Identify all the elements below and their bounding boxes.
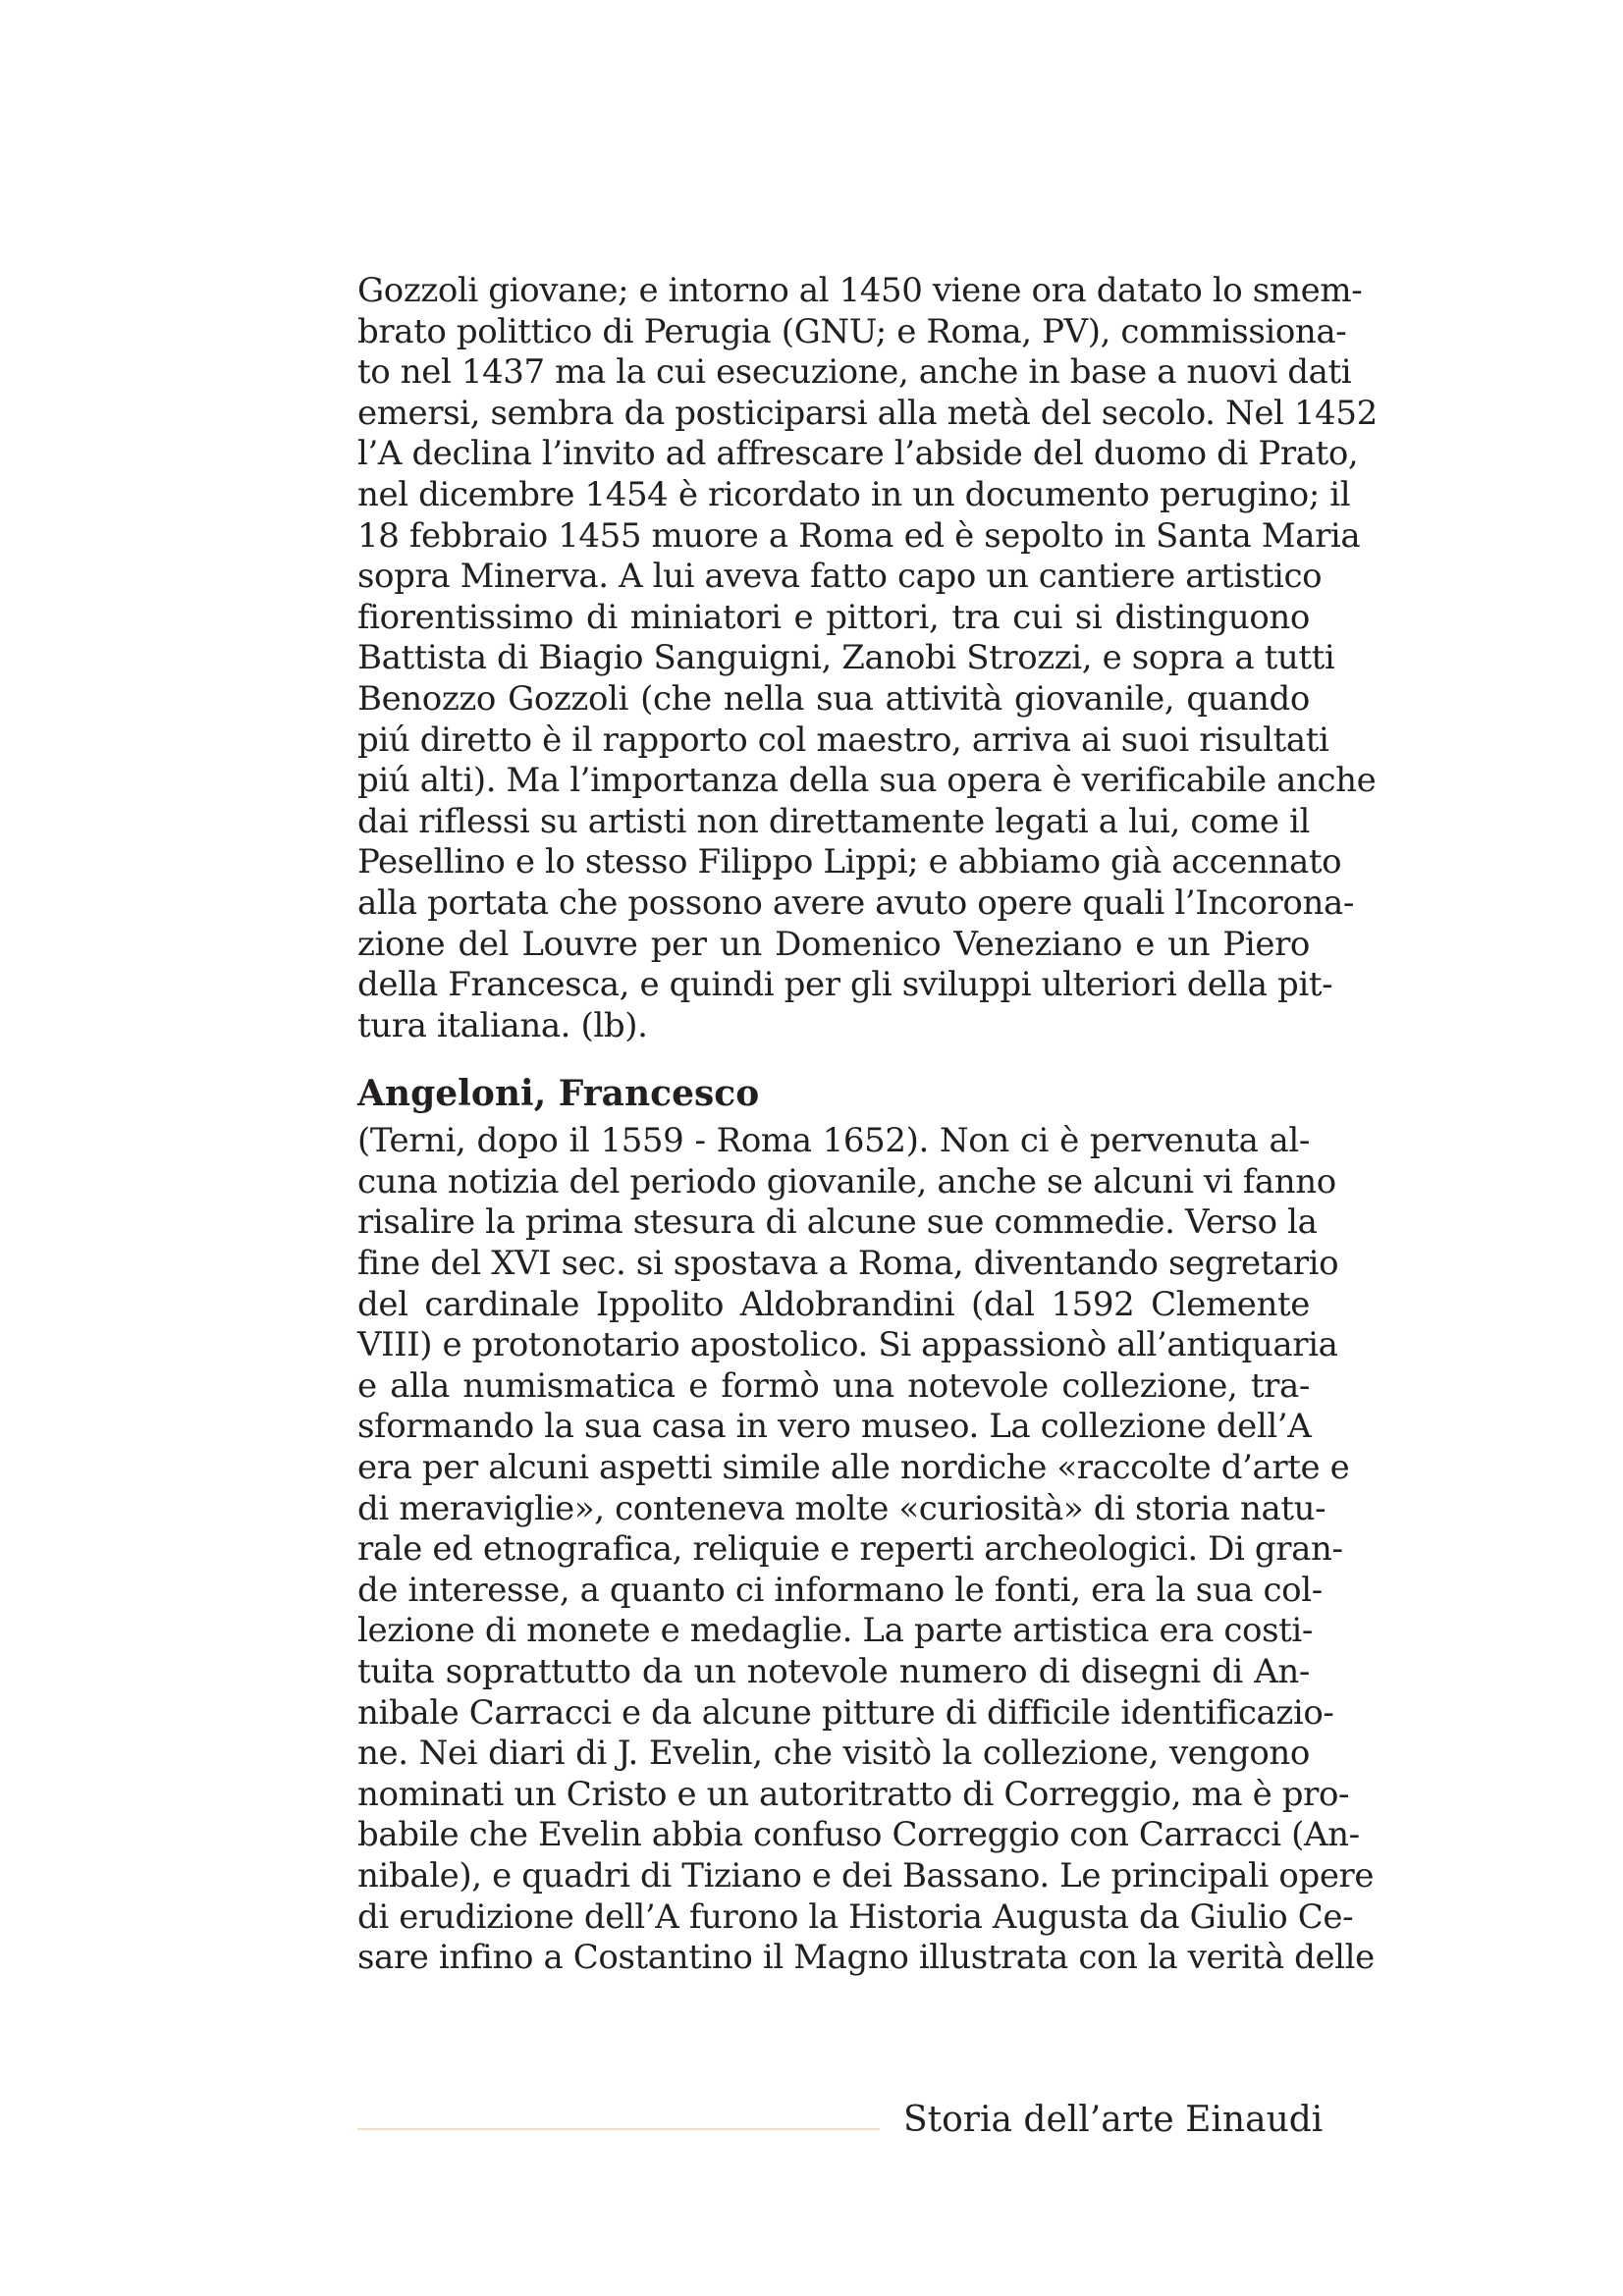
text-line: nel dicembre 1454 è ricordato in un documento perugino; il — [357, 474, 1351, 514]
text-line: della Francesca, e quindi per gli sviluppi ulteriori della pit- — [357, 965, 1333, 1005]
text-line: Pesellino e lo stesso Filippo Lippi; e abbiamo già accennato — [357, 842, 1342, 882]
entry-title: Angeloni, Francesco — [357, 1073, 760, 1115]
text-line: to nel 1437 ma la cui esecuzione, anche in base a nuovi dati — [357, 352, 1352, 393]
text-line: tuita soprattutto da un notevole numero di disegni di An- — [357, 1652, 1310, 1691]
text-line: tura italiana. (lb). — [357, 1005, 648, 1045]
text-column — [357, 271, 1378, 1979]
paragraph-continuation — [357, 271, 1378, 1046]
text-line: rale ed etnografica, reliquie e reperti archeologici. Di gran- — [357, 1529, 1343, 1570]
text-line: dai riflessi su artisti non direttamente legati a lui, come il — [357, 801, 1310, 841]
text-line: lezione di monete e medaglie. La parte artistica era costi- — [357, 1611, 1313, 1651]
text-line: sare infino a Costantino il Magno illustrata con la verità delle — [357, 1938, 1375, 1978]
text-line: fiorentissimo di miniatori e pittori, tra cui si distinguono — [357, 597, 1310, 637]
text-line: nibale), e quadri di Tiziano e dei Bassano. Le principali opere — [357, 1855, 1375, 1896]
text-line: piú alti). Ma l’importanza della sua opera è verificabile anche — [357, 761, 1377, 801]
footer-title: Storia dell’arte Einaudi — [903, 2100, 1324, 2140]
text-line: risalire la prima stesura di alcune sue commedie. Verso la — [357, 1202, 1318, 1243]
text-line: Battista di Biagio Sanguigni, Zanobi Strozzi, e sopra a tutti — [357, 638, 1335, 678]
footer-divider — [357, 2128, 880, 2130]
text-line: nibale Carracci e da alcune pitture di difficile identificazio- — [357, 1692, 1334, 1733]
text-line: di meraviglie», conteneva molte «curiosità» di storia natu- — [357, 1488, 1326, 1528]
text-line: VIII) e protonotario apostolico. Si appassionò all’antiquaria — [357, 1325, 1338, 1365]
text-line: nominati un Cristo e un autoritratto di Correggio, ma è pro- — [357, 1774, 1350, 1814]
text-line: ne. Nei diari di J. Evelin, che visitò la collezione, vengono — [357, 1734, 1310, 1774]
text-line: de interesse, a quanto ci informano le fonti, era la sua col- — [357, 1570, 1323, 1610]
entry-body — [357, 1121, 1375, 1978]
text-line: sopra Minerva. A lui aveva fatto capo un cantiere artistico — [357, 557, 1323, 597]
text-line: cuna notizia del periodo giovanile, anche se alcuni vi fanno — [357, 1161, 1336, 1201]
text-line: era per alcuni aspetti simile alle nordiche «raccolte d’arte e — [357, 1448, 1350, 1488]
text-line: l’A declina l’invito ad affrescare l’abside del duomo di Prato, — [357, 434, 1359, 474]
text-line: babile che Evelin abbia confuso Correggio con Carracci (An- — [357, 1815, 1360, 1855]
text-line: e alla numismatica e formò una notevole collezione, tra- — [357, 1365, 1310, 1406]
text-line: sformando la sua casa in vero museo. La collezione dell’A — [357, 1407, 1312, 1447]
text-line: di erudizione dell’A furono la Historia Augusta da Giulio Ce- — [357, 1896, 1354, 1937]
text-line: Benozzo Gozzoli (che nella sua attività giovanile, quando — [357, 678, 1310, 719]
text-line: Gozzoli giovane; e intorno al 1450 viene ora datato lo smem- — [357, 271, 1363, 310]
text-line: alla portata che possono avere avuto opere quali l’Incorona- — [357, 882, 1354, 923]
text-line: zione del Louvre per un Domenico Veneziano e un Piero — [357, 924, 1310, 964]
text-line: (Terni, dopo il 1559 - Roma 1652). Non ci è pervenuta al- — [357, 1121, 1310, 1161]
text-line: brato polittico di Perugia (GNU; e Roma, PV), commissiona- — [357, 311, 1347, 351]
text-line: del cardinale Ippolito Aldobrandini (dal 1592 Clemente — [357, 1284, 1310, 1324]
text-line: emersi, sembra da posticiparsi alla metà del secolo. Nel 1452 — [357, 393, 1378, 433]
text-line: piú diretto è il rapporto col maestro, arriva ai suoi risultati — [357, 720, 1329, 760]
text-line: fine del XVI sec. si spostava a Roma, diventando segretario — [357, 1244, 1339, 1284]
text-line: 18 febbraio 1455 muore a Roma ed è sepolto in Santa Maria — [357, 515, 1361, 556]
